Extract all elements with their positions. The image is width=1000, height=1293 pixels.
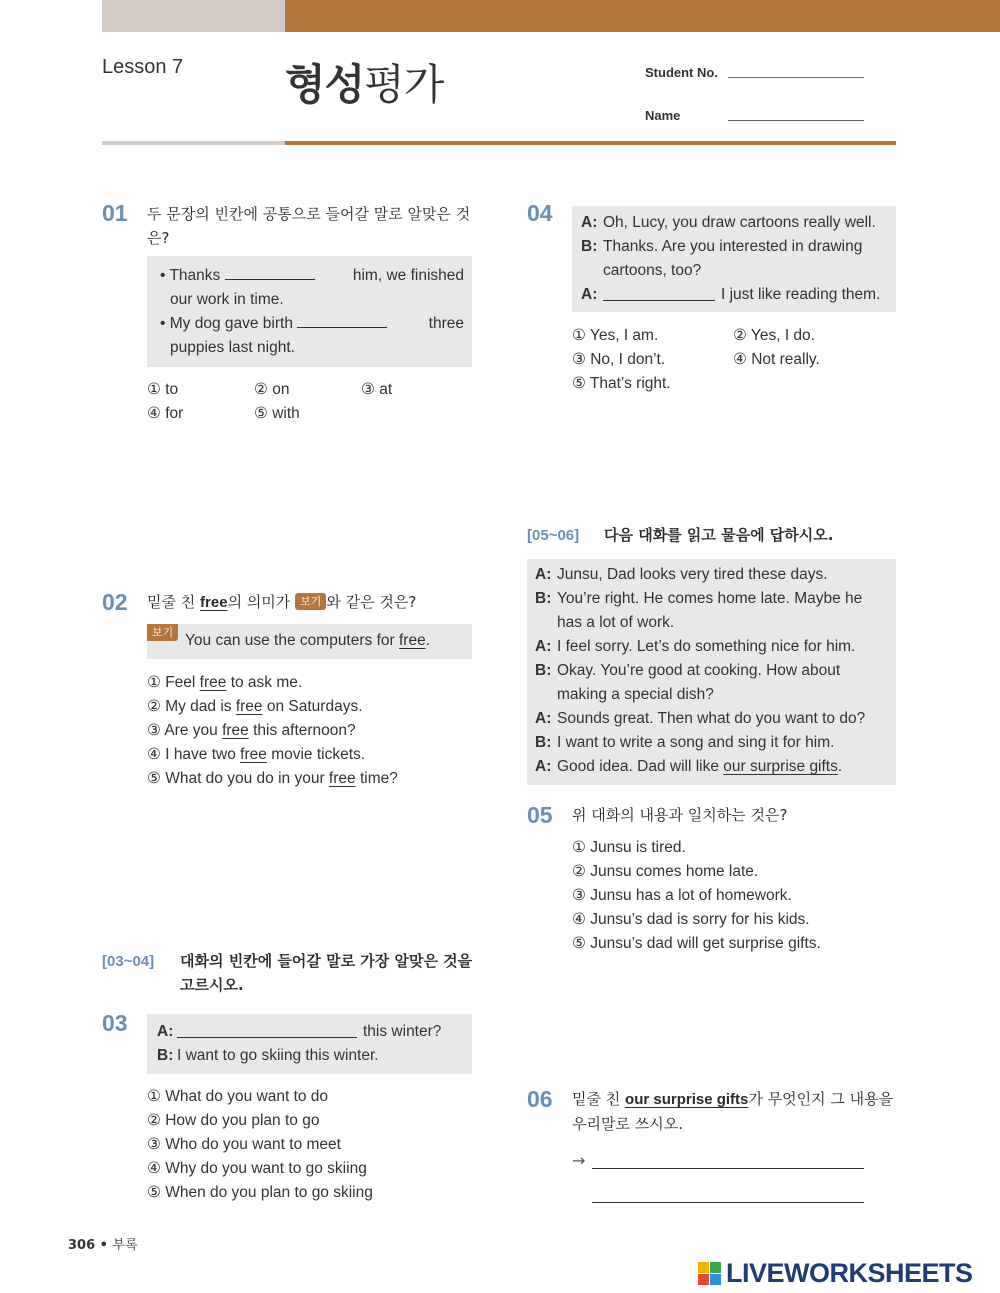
q05-option-3[interactable]: ③ Junsu has a lot of homework.: [572, 887, 792, 904]
dialog-line: Okay. You’re good at cooking. How about making a special dish?: [557, 662, 841, 703]
q05-option-5[interactable]: ⑤ Junsu’s dad will get surprise gifts.: [572, 935, 821, 952]
q05-06-instruction: 다음 대화를 읽고 물음에 답하시오.: [604, 526, 834, 544]
page-title: [285, 52, 443, 112]
q05-06-dialog-box: [527, 559, 896, 785]
page-number: 306: [68, 1238, 96, 1253]
q03-option-3[interactable]: ③ Who do you want to meet: [147, 1136, 341, 1153]
q03-speaker-a: A:: [157, 1023, 174, 1040]
q05-option-1[interactable]: ① Junsu is tired.: [572, 839, 686, 856]
q04-option-2[interactable]: ② Yes, I do.: [733, 327, 815, 344]
q03-04-range: [03~04]: [102, 953, 155, 970]
q05-06-dialog: A: Junsu, Dad looks very tired these days. B: You’re right. He comes home late. Maybe he has a lot of work. A: I feel sorry. Let’s do something nice for him. B: Okay. You’re good at cooking. How about making a special dish? A: Sounds great. Then what do you want to do? B: I want to write a song and sing it for him. A: Good idea. Dad will like our surprise gifts.: [535, 563, 890, 779]
header-bar-right: [285, 0, 1000, 32]
q05-number: 05: [527, 802, 553, 828]
q03-line-a: this winter?: [363, 1023, 442, 1040]
header-rule-left: [102, 141, 285, 145]
student-no-label: Student No.: [645, 65, 718, 80]
q04-dialog-box: [572, 206, 896, 312]
student-no-field[interactable]: [728, 76, 864, 78]
liveworksheets-logo-icon: [698, 1262, 722, 1286]
q03-options: [147, 1085, 373, 1205]
name-label: Name: [645, 108, 681, 123]
q03-04-instruction: 대화의 빈칸에 들어갈 말로 가장 알맞은 것을 고르시오.: [180, 952, 473, 994]
q02-number: 02: [102, 589, 128, 615]
q01-option-2[interactable]: ② on: [254, 381, 290, 398]
q02-example-box: [147, 624, 472, 659]
q04-number: 04: [527, 200, 553, 226]
q02-option-4[interactable]: ④ I have two free movie tickets.: [147, 746, 366, 763]
q04-line-b: Thanks. Are you interested in drawing cartoons, too?: [603, 238, 863, 279]
page-footer: [68, 1234, 138, 1253]
q05-option-4[interactable]: ④ Junsu’s dad is sorry for his kids.: [572, 911, 810, 928]
section-label: 부록: [112, 1238, 138, 1253]
q06-number: 06: [527, 1086, 553, 1112]
q02-text-a: 밑줄 친: [147, 593, 196, 611]
q02-question: [147, 590, 477, 615]
q03-dialog-box: [147, 1014, 472, 1074]
q02-text-c: 와 같은 것은?: [326, 593, 417, 611]
q04-option-1[interactable]: ① Yes, I am.: [572, 327, 659, 344]
q06-text-a: 밑줄 친: [572, 1090, 621, 1108]
dialog-line: Junsu, Dad looks very tired these days.: [557, 566, 828, 583]
q02-example-a: You can use the computers for: [185, 632, 395, 649]
q04-speaker-a1: A:: [581, 214, 598, 231]
q01-option-1[interactable]: ① to: [147, 381, 179, 398]
q05-options: [572, 836, 821, 956]
q03-speaker-b: B:: [157, 1047, 174, 1064]
q03-number: 03: [102, 1010, 128, 1036]
q02-text-word: free: [200, 594, 228, 611]
q04-option-4[interactable]: ④ Not really.: [733, 351, 820, 368]
q05-06-range: [05~06]: [527, 527, 580, 544]
q04-option-3[interactable]: ③ No, I don’t.: [572, 351, 666, 368]
surprise-gifts-underline: our surprise gifts: [723, 758, 838, 775]
q04-line-a2: I just like reading them.: [721, 286, 881, 303]
dialog-line: Sounds great. Then what do you want to do?: [557, 710, 866, 727]
q01-s1-cont: our work in time.: [170, 291, 284, 308]
name-field[interactable]: [728, 119, 864, 121]
q01-s2-start: My dog gave birth: [169, 315, 293, 332]
q02-option-3[interactable]: ③ Are you free this afternoon?: [147, 722, 356, 739]
q01-s1-start: Thanks: [169, 267, 221, 284]
arrow-icon: →: [572, 1151, 586, 1170]
q02-options: [147, 671, 398, 791]
q06-answer-line-1[interactable]: [592, 1167, 864, 1169]
q01-option-3[interactable]: ③ at: [361, 381, 393, 398]
q01-number: 01: [102, 200, 128, 226]
q01-s2-end: three: [428, 315, 464, 332]
q04-blank[interactable]: [603, 283, 715, 301]
q02-example-b: .: [425, 632, 431, 649]
dialog-line-last: Good idea. Dad will like our surprise gifts.: [557, 758, 843, 775]
q01-blank-2[interactable]: [297, 327, 387, 328]
header-rule-right: [285, 141, 896, 145]
q06-text-ul: our surprise gifts: [625, 1091, 749, 1108]
q01-s2-cont: puppies last night.: [170, 339, 295, 356]
q02-option-1[interactable]: ① Feel free to ask me.: [147, 674, 303, 691]
q06-question: [572, 1087, 902, 1136]
lesson-label: Lesson 7: [102, 56, 184, 78]
q01-blank-1[interactable]: [225, 279, 315, 280]
q05-option-2[interactable]: ② Junsu comes home late.: [572, 863, 759, 880]
header-bar-left: [102, 0, 285, 32]
q06-text-b: 가 무엇인지 그 내용을 우리말로 쓰시오.: [572, 1090, 894, 1133]
q02-example: [185, 629, 430, 653]
dialog-line: I feel sorry. Let’s do something nice for him.: [557, 638, 856, 655]
q03-option-5[interactable]: ⑤ When do you plan to go skiing: [147, 1184, 373, 1201]
q02-option-2[interactable]: ② My dad is free on Saturdays.: [147, 698, 363, 715]
q01-s1-end: him, we finished: [352, 267, 464, 284]
dialog-line: I want to write a song and sing it for him.: [557, 734, 835, 751]
q02-example-badge: 보기: [147, 624, 178, 641]
q04-speaker-b: B:: [581, 238, 598, 255]
q01-question: 두 문장의 빈칸에 공통으로 들어갈 말로 알맞은 것은?: [147, 205, 471, 247]
q01-option-5[interactable]: ⑤ with: [254, 405, 300, 422]
q01-sentence-box: • Thanks him, we finished our work in time. • My dog gave birth three puppies last night.: [147, 256, 472, 367]
q02-option-5[interactable]: ⑤ What do you do in your free time?: [147, 770, 398, 787]
footer-dot: •: [99, 1238, 108, 1253]
q04-speaker-a2: A:: [581, 286, 598, 303]
title-light: 평가: [364, 60, 444, 109]
q05-question: 위 대화의 내용과 일치하는 것은?: [572, 806, 788, 824]
q03-option-4[interactable]: ④ Why do you want to go skiing: [147, 1160, 367, 1177]
q02-example-word: free: [398, 632, 426, 649]
q03-option-1[interactable]: ① What do you want to do: [147, 1088, 329, 1105]
q01-option-4[interactable]: ④ for: [147, 405, 184, 422]
q04-option-5[interactable]: ⑤ That’s right.: [572, 375, 671, 392]
q03-line-b: I want to go skiing this winter.: [177, 1047, 379, 1064]
liveworksheets-logo[interactable]: LIVEWORKSHEETS: [726, 1258, 973, 1288]
title-bold: 형성: [285, 60, 365, 109]
q02-badge: 보기: [295, 593, 326, 610]
q06-answer-line-2[interactable]: [592, 1201, 864, 1203]
q02-text-b: 의 의미가: [227, 593, 291, 611]
q03-option-2[interactable]: ② How do you plan to go: [147, 1112, 320, 1129]
dialog-line: You’re right. He comes home late. Maybe he has a lot of work.: [557, 590, 863, 631]
q04-line-a1: Oh, Lucy, you draw cartoons really well.: [603, 214, 876, 231]
q03-blank[interactable]: [177, 1020, 357, 1038]
